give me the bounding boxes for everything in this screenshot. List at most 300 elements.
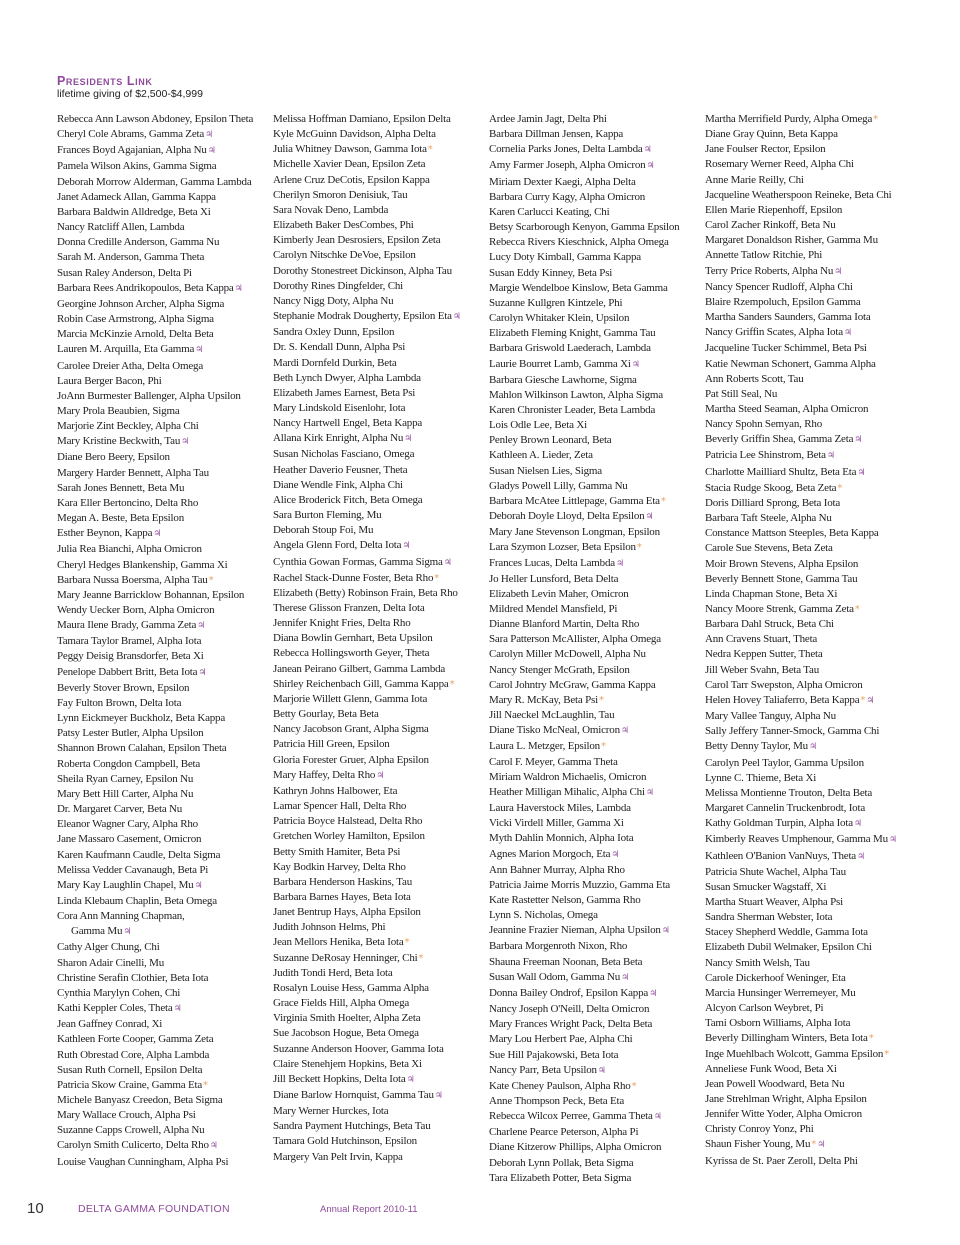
donor-name: Jo Heller Lunsford, Beta Delta <box>489 572 619 585</box>
donor-name: Martha Stuart Weaver, Alpha Psi <box>705 895 843 908</box>
donor-entry <box>57 327 253 342</box>
donor-entry <box>489 556 679 572</box>
donor-entry <box>489 602 679 617</box>
donor-entry <box>489 127 679 142</box>
donor-entry <box>705 1001 897 1016</box>
donor-name: Elizabeth James Earnest, Beta Psi <box>273 386 416 399</box>
donor-entry <box>57 1063 253 1078</box>
donor-entry <box>705 341 897 356</box>
donor-name: Linda Chapman Stone, Beta Xi <box>705 587 838 600</box>
donor-entry <box>489 1002 679 1017</box>
donor-name: Jeannine Frazier Nieman, Alpha Upsilon <box>489 924 661 937</box>
donor-name: Robin Case Armstrong, Alpha Sigma <box>57 313 214 326</box>
donor-name: Mary Kay Laughlin Chapel, Mu <box>57 878 194 891</box>
donor-entry <box>489 112 679 127</box>
donor-entry <box>57 496 253 511</box>
donor-entry <box>57 312 253 327</box>
donor-entry <box>273 1057 461 1072</box>
donor-name: Lynn Eickmeyer Buckholz, Beta Kappa <box>57 712 226 725</box>
donor-entry <box>273 325 461 340</box>
heritage-symbol-icon: ♃ <box>646 161 655 172</box>
donor-name: Kathryn Johns Halbower, Eta <box>273 784 398 797</box>
donor-entry <box>57 127 253 143</box>
donor-name: Ardee Jamin Jagt, Delta Phi <box>489 113 607 125</box>
donor-entry <box>273 157 461 172</box>
donor-entry <box>57 450 253 465</box>
donor-name: Ann Cravens Stuart, Theta <box>705 633 818 646</box>
donor-entry <box>489 708 679 723</box>
donor-name: Pat Still Seal, Nu <box>705 387 778 400</box>
donor-entry <box>57 359 253 374</box>
donor-name: Kathleen O'Banion VanNuys, Theta <box>705 849 856 862</box>
donor-name: Fay Fulton Brown, Delta Iota <box>57 696 182 709</box>
donor-entry <box>705 816 897 832</box>
donor-name: Dianne Blanford Martin, Delta Rho <box>489 618 640 631</box>
heritage-symbol-icon: ♃ <box>645 787 654 798</box>
heritage-symbol-icon: ♃ <box>194 880 203 891</box>
donor-entry <box>273 1088 461 1104</box>
donor-entry <box>489 847 679 863</box>
deceased-star-icon: * <box>837 482 843 494</box>
donor-entry <box>705 295 897 310</box>
donor-name: Mary Kristine Beckwith, Tau <box>57 435 181 448</box>
donor-entry <box>57 389 253 404</box>
donor-name: Rosemary Werner Reed, Alpha Chi <box>705 158 854 171</box>
donor-entry <box>705 417 897 432</box>
donor-entry <box>489 923 679 939</box>
donor-entry <box>273 768 461 784</box>
donor-name: Carolyn Nitschke DeVoe, Epsilon <box>273 249 416 262</box>
donor-name: Kate Rastetter Nelson, Gamma Rho <box>489 893 641 906</box>
donor-name: Janet Adameck Allan, Gamma Kappa <box>57 190 216 203</box>
heritage-symbol-icon: ♃ <box>645 512 654 523</box>
deceased-star-icon: * <box>660 495 666 507</box>
donor-entry <box>57 1017 253 1032</box>
donor-entry <box>57 772 253 787</box>
donor-name: Cheryl Hedges Blankenship, Gamma Xi <box>57 558 228 571</box>
donor-name: Arlene Cruz DeCotis, Epsilon Kappa <box>273 173 430 186</box>
donor-name: Rosalyn Louise Hess, Gamma Alpha <box>273 981 429 994</box>
heritage-symbol-icon: ♃ <box>153 529 162 540</box>
donor-name: Dr. Margaret Carver, Beta Nu <box>57 803 183 816</box>
donor-name: Kate Cheney Paulson, Alpha Rho <box>489 1079 631 1092</box>
donor-name: Judith Johnson Helms, Phi <box>273 921 386 934</box>
donor-name: Rachel Stack-Dunne Foster, Beta Rho <box>273 571 434 584</box>
donor-name: Sandra Sherman Webster, Iota <box>705 911 833 924</box>
donor-entry <box>705 496 897 511</box>
donor-entry <box>57 711 253 726</box>
donor-name: Patricia Hill Green, Epsilon <box>273 738 390 751</box>
donor-name: Mildred Mendel Mansfield, Pi <box>489 603 618 615</box>
donor-name: Diana Bowlin Gernhart, Beta Upsilon <box>273 632 433 645</box>
donor-entry <box>273 356 461 371</box>
donor-name: Carolee Dreier Atha, Delta Omega <box>57 359 204 372</box>
donor-entry <box>489 341 679 356</box>
donor-name: Barbara McAtee Littlepage, Gamma Eta <box>489 494 660 507</box>
donor-name: Mary R. McKay, Beta Psi <box>489 693 598 706</box>
donor-entry <box>273 1011 461 1026</box>
donor-name: Martha Steed Seaman, Alpha Omicron <box>705 402 869 415</box>
donor-name: Constance Mattson Steeples, Beta Kappa <box>705 527 879 540</box>
donor-name: Jacqueline Weatherspoon Reineke, Beta Chi <box>705 188 892 201</box>
donor-name: Kyrissa de St. Paer Zeroll, Delta Phi <box>705 1154 858 1167</box>
donor-name: Elizabeth Fleming Knight, Gamma Tau <box>489 327 656 340</box>
donor-name: Gladys Powell Lilly, Gamma Nu <box>489 479 628 492</box>
donor-name: Pamela Wilson Akins, Gamma Sigma <box>57 160 217 173</box>
heritage-symbol-icon: ♃ <box>857 467 866 478</box>
donor-name: Barbara Baldwin Alldredge, Beta Xi <box>57 205 211 218</box>
donor-entry <box>489 955 679 970</box>
donor-entry <box>57 481 253 496</box>
donor-name: Barbara Dillman Jensen, Kappa <box>489 128 624 141</box>
donor-entry <box>57 757 253 772</box>
donor-name: Barbara Morgenroth Nixon, Rho <box>489 940 628 953</box>
donor-name: Barbara Nussa Boersma, Alpha Tau <box>57 573 208 586</box>
donor-entry <box>57 419 253 434</box>
donor-name: Miriam Dexter Kaegi, Alpha Delta <box>489 175 636 188</box>
donor-entry <box>705 157 897 172</box>
donor-name: Therese Glisson Franzen, Delta Iota <box>273 602 425 614</box>
donor-entry <box>705 1047 897 1062</box>
donor-entry <box>57 863 253 878</box>
donor-name: Sandra Payment Hutchings, Beta Tau <box>273 1120 431 1133</box>
donor-name: Karen Carlucci Keating, Chi <box>489 205 610 218</box>
donor-entry <box>273 784 461 799</box>
donor-entry <box>705 801 897 816</box>
donor-name: Beverly Stover Brown, Epsilon <box>57 681 190 694</box>
donor-entry <box>489 433 679 448</box>
donor-entry <box>57 1078 253 1093</box>
heritage-symbol-icon: ♃ <box>853 819 862 830</box>
donor-name: Kathleen Forte Cooper, Gamma Zeta <box>57 1033 214 1046</box>
donor-entry <box>57 143 253 159</box>
donor-entry <box>705 678 897 693</box>
donor-entry <box>705 1077 897 1092</box>
donor-entry <box>57 1048 253 1063</box>
donor-entry <box>57 112 253 127</box>
donor-name: Susan Raley Anderson, Delta Pi <box>57 266 192 279</box>
donor-entry <box>273 829 461 844</box>
donor-entry <box>489 281 679 296</box>
donor-entry <box>57 940 253 955</box>
donor-entry <box>705 865 897 880</box>
donor-name: Charlotte Mailliard Shultz, Beta Eta <box>705 465 857 478</box>
donor-entry <box>489 647 679 662</box>
donor-name: Jean Gaffney Conrad, Xi <box>57 1018 163 1031</box>
donor-entry <box>273 1134 461 1149</box>
donor-name: Julia Whitney Dawson, Gamma Iota <box>273 143 427 156</box>
deceased-star-icon: * <box>203 1079 208 1091</box>
donor-name: Susan Eddy Kinney, Beta Psi <box>489 266 613 279</box>
donor-name: Margaret Cannelin Truckenbrodt, Iota <box>705 802 866 815</box>
donor-name: Nancy Nigg Doty, Alpha Nu <box>273 294 394 307</box>
donor-name: Peggy Deisig Bransdorfer, Beta Xi <box>57 650 204 663</box>
donor-name: Kathleen A. Lieder, Zeta <box>489 449 593 462</box>
donor-entry <box>705 432 897 448</box>
donor-name: Nancy Griffin Scates, Alpha Iota <box>705 326 843 339</box>
donor-name: Jill Naeckel McLaughlin, Tau <box>489 709 615 722</box>
donor-entry <box>705 203 897 218</box>
donor-name: Agnes Marion Morgoch, Eta <box>489 847 611 860</box>
donor-name: Dr. S. Kendall Dunn, Alpha Psi <box>273 341 406 354</box>
donor-entry <box>489 448 679 463</box>
donor-entry <box>489 1109 679 1125</box>
donor-entry <box>489 1063 679 1079</box>
donor-entry <box>57 1001 253 1017</box>
donor-name: Martha Sanders Saunders, Gamma Iota <box>705 311 871 324</box>
donor-entry <box>57 434 253 450</box>
donor-name: Sandra Oxley Dunn, Epsilon <box>273 326 395 339</box>
donor-entry <box>273 890 461 905</box>
donor-entry <box>273 264 461 279</box>
deceased-star-icon: * <box>598 694 604 706</box>
donor-name: Carolyn Smith Culicerto, Delta Rho <box>57 1139 209 1152</box>
donor-entry <box>57 297 253 312</box>
donor-entry <box>705 956 897 971</box>
section-header <box>57 74 203 101</box>
donor-name: Shirley Reichenbach Gill, Gamma Kappa <box>273 677 449 690</box>
heritage-symbol-icon: ♃ <box>205 130 213 141</box>
donor-name: Karen Kaufmann Caudle, Delta Sigma <box>57 848 221 861</box>
donor-name: Melissa Vedder Cavanaugh, Beta Pi <box>57 863 209 876</box>
donor-entry <box>489 296 679 311</box>
donor-entry <box>489 205 679 220</box>
donor-name: Betsy Scarborough Kenyon, Gamma Epsilon <box>489 221 680 234</box>
donor-entry <box>273 631 461 646</box>
donor-entry <box>273 1104 461 1119</box>
donor-name: Miriam Waldron Michaelis, Omicron <box>489 770 647 783</box>
donor-entry <box>273 1150 461 1165</box>
donor-entry <box>273 463 461 478</box>
donor-name: Jennifer Witte Yoder, Alpha Omicron <box>705 1108 862 1121</box>
donor-name: Allana Kirk Enright, Alpha Nu <box>273 432 404 445</box>
donor-name: Betty Gourlay, Beta Beta <box>273 708 379 721</box>
donor-entry <box>57 832 253 847</box>
heritage-symbol-icon: ♃ <box>653 1112 662 1123</box>
donor-entry <box>273 707 461 722</box>
donor-name: Mary Prola Beaubien, Sigma <box>57 404 180 417</box>
donor-name: Mary Jane Stevenson Longman, Epsilon <box>489 526 660 539</box>
donor-entry <box>705 402 897 417</box>
donor-entry <box>273 905 461 920</box>
donor-entry <box>489 908 679 923</box>
donor-name: Barbara Curry Kagy, Alpha Omicron <box>489 190 646 203</box>
donor-entry <box>705 1107 897 1122</box>
donor-entry <box>273 646 461 661</box>
donor-name: Nancy Moore Strenk, Gamma Zeta <box>705 603 854 615</box>
donor-name: Marjorie Willett Glenn, Gamma Iota <box>273 692 428 705</box>
donor-name: Esther Beynon, Kappa <box>57 527 153 540</box>
donor-name: Julia Rea Bianchi, Alpha Omicron <box>57 543 202 556</box>
donor-name: Mary Werner Hurckes, Iota <box>273 1105 389 1118</box>
donor-entry <box>273 173 461 188</box>
donor-entry <box>57 250 253 265</box>
donor-entry <box>57 1123 253 1138</box>
donor-name: Cynthia Marylyn Cohen, Chi <box>57 986 181 999</box>
donor-entry <box>273 555 461 571</box>
donor-entry <box>489 986 679 1002</box>
donor-name: Deborah Stoup Foi, Mu <box>273 524 374 537</box>
donor-entry <box>489 572 679 587</box>
donor-name: Suzanne Anderson Hoover, Gamma Iota <box>273 1042 444 1055</box>
donor-entry <box>57 696 253 711</box>
heritage-symbol-icon: ♃ <box>620 726 629 737</box>
donor-name: Mary Vallee Tanguy, Alpha Nu <box>705 710 836 723</box>
donor-entry <box>273 1072 461 1088</box>
heritage-symbol-icon: ♃ <box>843 328 852 339</box>
donor-entry <box>489 357 679 373</box>
heritage-symbol-icon: ♃ <box>406 1074 415 1085</box>
donor-name: Jennifer Knight Fries, Delta Rho <box>273 617 411 630</box>
donor-name: Sara Novak Deno, Lambda <box>273 203 389 216</box>
donor-entry <box>57 802 253 817</box>
donor-entry <box>273 431 461 447</box>
donor-entry <box>489 785 679 801</box>
donor-name: Nancy Hartwell Engel, Beta Kappa <box>273 417 423 430</box>
donor-name: Wendy Uecker Born, Alpha Omicron <box>57 604 215 616</box>
donor-column-3 <box>489 112 679 1186</box>
donor-entry <box>273 951 461 966</box>
donor-name: Gamma Mu <box>71 925 123 938</box>
donor-name: Megan A. Beste, Beta Epsilon <box>57 512 184 525</box>
donor-name: Jane Strehlman Wright, Alpha Epsilon <box>705 1093 867 1105</box>
donor-name: Penley Brown Leonard, Beta <box>489 434 612 447</box>
donor-name: Tamara Gold Hutchinson, Epsilon <box>273 1135 417 1148</box>
donor-name: Barbara Dahl Struck, Beta Chi <box>705 618 834 631</box>
donor-name: Ann Bahner Murray, Alpha Rho <box>489 863 625 876</box>
donor-name: Frances Lucas, Delta Lambda <box>489 556 615 569</box>
donor-entry <box>57 175 253 190</box>
donor-entry <box>705 233 897 248</box>
donor-entry <box>273 737 461 752</box>
donor-entry <box>273 447 461 462</box>
donor-entry <box>273 233 461 248</box>
donor-entry <box>489 831 679 846</box>
donor-entry <box>705 832 897 848</box>
deceased-star-icon: * <box>868 1033 874 1045</box>
donor-name: Suzanne Kullgren Kintzele, Phi <box>489 296 623 309</box>
donor-entry <box>57 220 253 235</box>
donor-name: Susan Nielsen Lies, Sigma <box>489 464 602 477</box>
donor-name: Suzanne DeRosay Henninger, Chi <box>273 951 418 964</box>
donor-entry <box>705 557 897 572</box>
donor-name: Stacia Rudge Skoog, Beta Zeta <box>705 481 837 494</box>
donor-name: Melissa Hoffman Damiano, Epsilon Delta <box>273 113 451 125</box>
donor-name: Cornelia Parks Jones, Delta Lambda <box>489 143 643 156</box>
donor-entry <box>705 771 897 786</box>
donor-entry <box>489 479 679 494</box>
donor-name: Laura Haverstock Miles, Lambda <box>489 802 631 815</box>
donor-entry <box>57 466 253 481</box>
donor-entry <box>273 601 461 616</box>
donor-entry <box>705 724 897 739</box>
donor-name: Diane Wendle Fink, Alpha Chi <box>273 478 403 491</box>
donor-name: Margery Harder Bennett, Alpha Tau <box>57 466 209 479</box>
donor-name: Patsy Lester Butler, Alpha Upsilon <box>57 727 204 740</box>
donor-entry <box>705 1137 897 1153</box>
donor-entry <box>273 860 461 875</box>
deceased-star-icon: * <box>860 694 866 706</box>
donor-entry <box>57 665 253 681</box>
donor-entry <box>489 755 679 770</box>
donor-name: Margie Wendelboe Kinslow, Beta Gamma <box>489 281 668 294</box>
donor-entry <box>57 558 253 573</box>
donor-name: Angela Glenn Ford, Delta Iota <box>273 539 402 552</box>
donor-entry <box>273 386 461 401</box>
donor-name: Judith Tondi Herd, Beta Iota <box>273 966 393 979</box>
deceased-star-icon: * <box>600 741 606 753</box>
donor-name: Mahlon Wilkinson Lawton, Alpha Sigma <box>489 388 663 401</box>
donor-name: Gretchen Worley Hamilton, Epsilon <box>273 830 425 843</box>
donor-entry <box>57 573 253 588</box>
donor-entry <box>57 878 253 894</box>
donor-name: Marjorie Zint Beckley, Alpha Chi <box>57 420 199 433</box>
donor-name: Sheila Ryan Carney, Epsilon Nu <box>57 772 194 785</box>
donor-entry <box>57 956 253 971</box>
donor-name: Kathy Goldman Turpin, Alpha Iota <box>705 817 853 830</box>
donor-entry <box>705 448 897 464</box>
donor-name: Louise Vaughan Cunningham, Alpha Psi <box>57 1155 229 1168</box>
donor-entry <box>489 1156 679 1171</box>
donor-entry <box>273 586 461 601</box>
donor-name: Marcia Hunsinger Werremeyer, Mu <box>705 986 856 999</box>
donor-name: Lara Szymon Lozser, Beta Epsilon <box>489 541 636 554</box>
donor-entry <box>273 508 461 523</box>
donor-entry <box>273 662 461 677</box>
donor-name: Jane Foulser Rector, Epsilon <box>705 143 826 156</box>
donor-entry <box>705 693 897 709</box>
donor-entry <box>705 572 897 587</box>
donor-name: Anne Marie Reilly, Chi <box>705 173 804 186</box>
donor-name: Mary Haffey, Delta Rho <box>273 768 376 781</box>
donor-entry <box>273 616 461 631</box>
donor-entry <box>57 588 253 603</box>
donor-name: Kara Eller Bertoncino, Delta Rho <box>57 496 199 509</box>
donor-name: Ellen Marie Riepenhoff, Epsilon <box>705 203 843 216</box>
donor-name: Nancy Smith Welsh, Tau <box>705 956 810 969</box>
donor-entry <box>273 722 461 737</box>
donor-entry <box>489 311 679 326</box>
donor-entry <box>705 1092 897 1107</box>
donor-name: Vicki Virdell Miller, Gamma Xi <box>489 817 624 830</box>
heritage-symbol-icon: ♃ <box>611 849 620 860</box>
donor-entry <box>705 1122 897 1137</box>
donor-name: Janean Peirano Gilbert, Gamma Lambda <box>273 662 446 675</box>
donor-column-1 <box>57 112 253 1170</box>
deceased-star-icon: * <box>208 574 214 586</box>
donor-name: Dorothy Rines Dingfelder, Chi <box>273 279 404 292</box>
donor-name: Barbara Henderson Haskins, Tau <box>273 875 413 888</box>
donor-name: Beverly Bennett Stone, Gamma Tau <box>705 572 858 585</box>
donor-entry <box>489 863 679 878</box>
donor-entry <box>489 250 679 265</box>
donor-entry <box>705 372 897 387</box>
donor-name: Carol Tarr Swepston, Alpha Omicron <box>705 678 863 691</box>
donor-entry <box>705 188 897 203</box>
heritage-symbol-icon: ♃ <box>207 146 216 157</box>
donor-entry <box>489 540 679 555</box>
donor-entry <box>273 218 461 233</box>
footer-organization: DELTA GAMMA FOUNDATION <box>78 1203 230 1215</box>
donor-entry <box>273 981 461 996</box>
donor-name: Beth Lynch Dwyer, Alpha Lambda <box>273 371 421 384</box>
donor-name: Frances Boyd Agajanian, Alpha Nu <box>57 144 207 157</box>
donor-entry <box>57 1093 253 1108</box>
donor-name: Rebecca Ann Lawson Abdoney, Epsilon Theta <box>57 113 254 125</box>
donor-entry <box>489 158 679 174</box>
donor-name: Myth Dahlin Monnich, Alpha Iota <box>489 832 634 845</box>
donor-name: Penelope Dabbert Britt, Beta Iota <box>57 665 198 678</box>
